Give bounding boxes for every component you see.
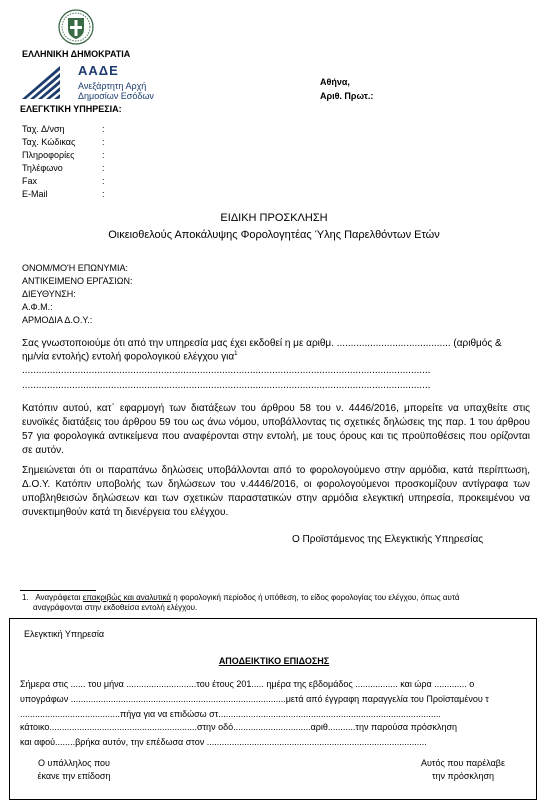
- footnote-separator: [20, 590, 96, 591]
- paragraph-provisions: Κατόπιν αυτού, κατ΄ εφαρμογή των διατάξεων του άρθρου 58 του ν. 4446/2016, μπορείτε να υπαχθείτε στις ευνοϊκές διατάξεις του άρθρου 59 του ως άνω νόμου, υποβάλλοντας τις σχετικές δηλώσεις της παρ. 1 του άρθρου 57 για φορολογικά αντικείμενα που αναφέρονται στην εντολή, με τους όρους και τις προϋποθέσεις που ορίζονται σε αυτόν.: [22, 403, 530, 456]
- footnote-line1: 1. Αναγράφεται επακριβώς και αναλυτικά η φορολογική περίοδος ή υπόθεση, το είδος φορολογίας του ελέγχου, όπως αυτά: [22, 593, 460, 602]
- receipt-line4: κάτοικο...........................................................στην οδό...............................αριθ...........την παρούσα πρόσκληση: [20, 722, 458, 732]
- paragraph-notice-line1: Σας γνωστοποιούμε ότι από την υπηρεσία μας έχει εκδοθεί η με αριθμ. ......................................... (αριθμός &: [22, 338, 502, 349]
- signer-recipient-line1: Αυτός που παρέλαβε: [420, 758, 505, 768]
- aade-acronym: ΑΑΔΕ: [78, 63, 119, 78]
- field-email: E-Mail :: [22, 189, 105, 199]
- receipt-service: Ελεγκτική Υπηρεσία: [24, 629, 105, 639]
- recipient-afm: Α.Φ.Μ.:: [22, 302, 53, 312]
- signature-head-of-service: Ο Προϊστάμενος της Ελεγκτικής Υπηρεσίας: [292, 534, 484, 545]
- field-phone: Τηλέφωνο :: [22, 163, 105, 173]
- dotted-line-2: ...................................................................................................................................................: [22, 380, 431, 391]
- signer-employee-line1: Ο υπάλληλος που: [38, 758, 110, 768]
- footnote-ref: 1: [234, 351, 238, 357]
- recipient-address: ΔΙΕΥΘΥΝΣΗ:: [22, 289, 76, 299]
- signer-employee-line2: έκανε την επίδοση: [37, 771, 111, 781]
- recipient-business: ΑΝΤΙΚΕΙΜΕΝΟ ΕΡΓΑΣΙΩΝ:: [22, 276, 133, 286]
- protocol-number: Αριθ. Πρωτ.:: [320, 91, 374, 101]
- audit-service-label: ΕΛΕΓΚΤΙΚΗ ΥΠΗΡΕΣΙΑ:: [20, 104, 122, 114]
- greek-coat-of-arms-icon: [58, 9, 94, 45]
- field-information: Πληροφορίες :: [22, 150, 105, 160]
- paragraph-note: Σημειώνεται ότι οι παραπάνω δηλώσεις υποβάλλονται από το φορολογούμενο στην αρμόδια, κατά περίπτωση, Δ.Ο.Υ. Κατόπιν υποβολής των δηλώσεων του ν.4446/2016, οι φορολογούμενοι προσκομίζουν αντίγραφα των υποβληθεισών δηλώσεων και των σχετικών παραστατικών στην αρμόδια ελεγκτική υπηρεσία, προκειμένου να συνεκτιμηθούν κατά τη διενέργεια του ελέγχου.: [22, 465, 530, 518]
- aade-name-line1: Ανεξάρτητη Αρχή: [78, 81, 147, 91]
- document-subtitle: Οικειοθελούς Αποκάλυψης Φορολογητέας Ύλης Παρελθόντων Ετών: [108, 229, 440, 241]
- field-postal-code: Ταχ. Κώδικας :: [22, 137, 105, 147]
- receipt-title: ΑΠΟΔΕΙΚΤΙΚΟ ΕΠΙΔΟΣΗΣ: [218, 656, 330, 666]
- receipt-line1: Σήμερα στις ...... του μήνα ............................του έτους 201..... ημέρα της εβδομάδος ................. και ώρα ............. ο: [20, 679, 475, 689]
- footnote-line2: αναγράφονται στην εκδοθείσα εντολή ελέγχου.: [33, 603, 198, 612]
- paragraph-notice-line2: ημ/νία εντολής) εντολή φορολογικού ελέγχου για$^1$: [22, 351, 238, 363]
- receipt-line5: και αφού........βρήκα αυτόν, την επέδωσα στον ........................................................................................: [20, 737, 427, 747]
- field-address: Ταχ. Δ/νση :: [22, 124, 105, 134]
- aade-name-line2: Δημοσίων Εσόδων: [78, 91, 154, 101]
- city-date: Αθήνα,: [320, 77, 350, 87]
- receipt-line3: ........................................πήγα για να επιδώσω στ.........................................................................................: [20, 709, 441, 719]
- aade-logo-icon: [20, 64, 62, 101]
- dotted-line-1: ...................................................................................................................................................: [22, 365, 431, 376]
- recipient-name: ΟΝΟΜ/ΜΟ'Η ΕΠΩΝΥΜΙΑ:: [22, 263, 128, 273]
- document-title: ΕΙΔΙΚΗ ΠΡΟΣΚΛΗΣΗ: [220, 212, 328, 224]
- receipt-line2: υπογράφων ......................................................................................μετά από έγγραφη παραγγελία του Προϊσταμένου τ: [20, 694, 489, 704]
- field-fax: Fax :: [22, 176, 105, 186]
- signer-recipient-line2: την πρόσκληση: [431, 771, 494, 781]
- recipient-doy: ΑΡΜΟΔΙΑ Δ.Ο.Υ.:: [22, 315, 93, 325]
- republic-label: ΕΛΛΗΝΙΚΗ ΔΗΜΟΚΡΑΤΙΑ: [22, 49, 131, 59]
